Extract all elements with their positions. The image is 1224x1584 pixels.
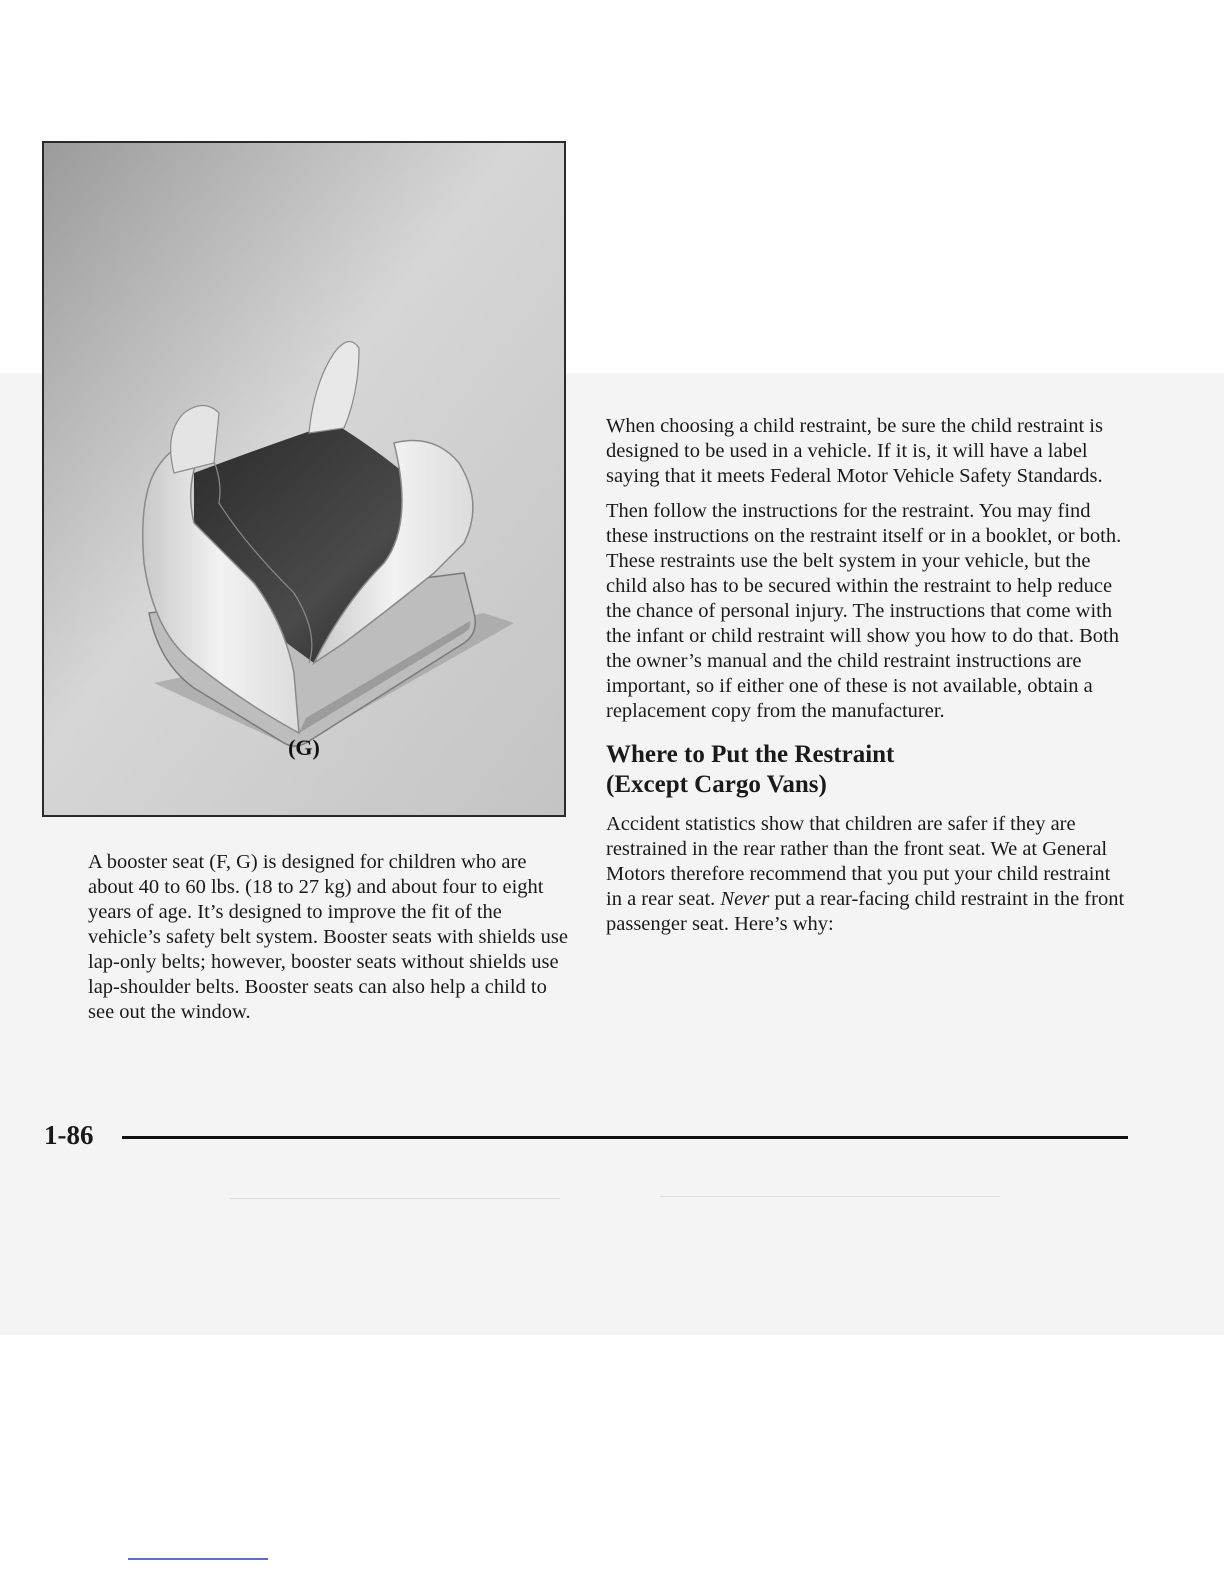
statistics-text-start: Accident statistics show that children are safer if they are restrained in the rear rather than the front seat. We at General Motors therefore recommend that you put your child restraint in a rear seat. <box>606 813 1111 910</box>
bottom-underline <box>128 1558 268 1560</box>
follow-instructions-paragraph: Then follow the instructions for the restraint. You may find these instructions on the restraint itself or in a booklet, or both. These restraints use the belt system in your vehicle, but the child also has to be secured within the restraint to help reduce the chance of personal injury. The instructions that come with the infant or child restraint will show you how to do that. Both the owner’s manual and the child restraint instructions are important, so if either one of these is not available, obtain a replacement copy from the manufacturer. <box>606 500 1122 722</box>
statistics-text-end: put a rear-facing child restraint in the front passenger seat. Here’s why: <box>606 888 1125 935</box>
choosing-restraint-paragraph: When choosing a child restraint, be sure the child restraint is designed to be used in a vehicle. If it is, it will have a label saying that it meets Federal Motor Vehicle Safety Standards. <box>606 415 1103 487</box>
never-emphasis: Never <box>720 888 770 910</box>
left-column <box>88 850 568 1035</box>
faint-rule-right <box>660 1196 1000 1197</box>
section-heading-line-1: Where to Put the Restraint <box>606 741 895 768</box>
booster-seat-paragraph: A booster seat (F, G) is designed for children who are about 40 to 60 lbs. (18 to 27 kg) and about four to eight years of age. It’s designed to improve the fit of the vehicle’s safety belt system. Booster seats with shields use lap-only belts; however, booster seats without shields use lap-shoulder belts. Booster seats can also help a child to see out the window. <box>88 851 568 1023</box>
booster-seat-illustration <box>44 143 564 815</box>
faint-rule-left <box>230 1198 560 1199</box>
right-column <box>606 414 1126 947</box>
section-heading <box>606 740 1126 800</box>
section-heading-line-2: (Except Cargo Vans) <box>606 771 827 798</box>
page-number: 1-86 <box>44 1120 94 1150</box>
figure-caption: (G) <box>288 735 320 760</box>
accident-statistics-paragraph <box>606 812 1126 937</box>
footer-rule <box>122 1136 1128 1139</box>
booster-seat-figure <box>42 141 566 817</box>
